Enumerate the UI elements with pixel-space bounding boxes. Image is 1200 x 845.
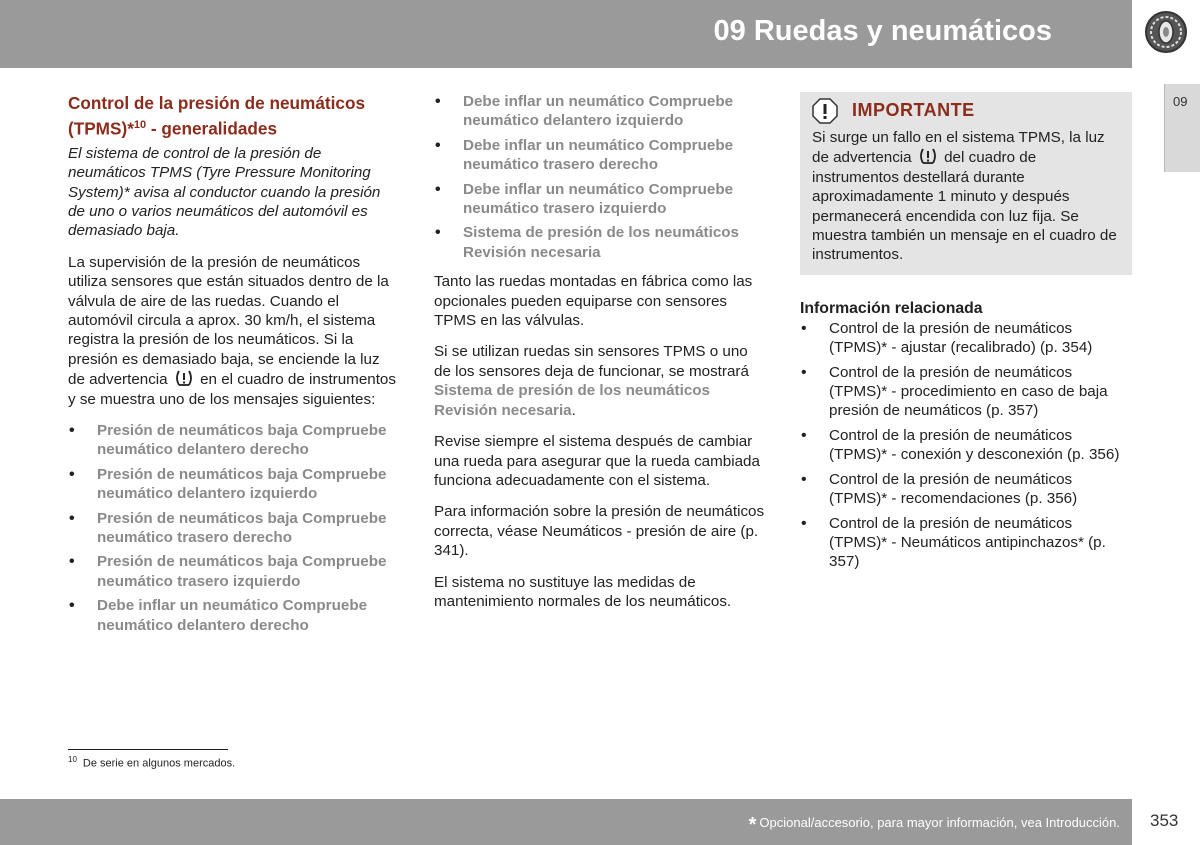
body-paragraph [434,342,768,420]
important-header [812,98,1120,124]
related-link[interactable]: • Control de la presión de neumáticos (TPMS)* - recomendaciones (p. 356) [800,470,1132,509]
tire-icon [1144,10,1188,54]
list-item: • Presión de neumáticos baja Compruebe neumático delantero izquierdo [68,465,400,504]
body-paragraph: El sistema no sustituye las medidas de mantenimiento normales de los neumáticos. [434,573,732,610]
page-number-box [1132,799,1200,845]
body-paragraph-a: Si se utilizan ruedas sin sensores TPMS o uno de los sensores deja de funcionar, se mostrará [434,343,749,380]
tpms-warning-icon [174,369,194,387]
list-item: • Debe inflar un neumático Compruebe neumático delantero izquierdo [434,92,768,131]
page-footer [0,799,1132,845]
chapter-tab-label: 09 [1173,94,1188,109]
footer-note [749,814,1120,837]
chapter-title: 09 Ruedas y neumáticos [713,15,1052,47]
related-link[interactable]: • Control de la presión de neumáticos (TPMS)* - conexión y desconexión (p. 356) [800,426,1132,465]
related-info-title: Información relacionada [800,299,983,317]
message-list [434,92,768,262]
chapter-tab [1164,84,1200,172]
body-paragraph-a: La supervisión de la presión de neumáticos utiliza sensores que están situados dentro de la válvula de aire de las ruedas. Cuando el automóvil circula a aprox. 30 km/h, el sistema registra la presión de los neumáticos. Si la presión es demasiado baja, se enciende la luz de advertencia [68,253,389,389]
important-text [812,128,1120,265]
footnote [68,755,235,770]
footer-star: * [748,814,757,836]
related-list [800,319,1132,572]
page-number: 353 [1150,811,1179,830]
intro-text: El sistema de control de la presión de neumáticos TPMS (Tyre Pressure Monitoring System)* avisa al conductor cuando la presión de uno o varios neumáticos del automóvil es demasiado baja. [68,144,381,240]
tpms-warning-icon [918,147,938,165]
section-title [68,92,400,140]
list-item: • Presión de neumáticos baja Compruebe neumático trasero derecho [68,509,400,548]
footer-text: Opcional/accesorio, para mayor información, vea Introducción. [759,815,1120,830]
footnote-number: 10 [68,755,77,764]
column-2 [434,92,768,623]
list-item: • Debe inflar un neumático Compruebe neumático trasero izquierdo [434,180,768,219]
column-3 [800,92,1132,577]
footnote-ref: 10 [133,119,147,131]
body-paragraph: Tanto las ruedas montadas en fábrica como las opcionales pueden equiparse con sensores TPMS en las válvulas. [434,273,753,330]
chapter-icon-box [1132,0,1200,68]
footnote-divider [68,749,228,750]
important-text-b: del cuadro de instrumentos destellará durante aproximadamente 1 minuto y después permanecerá encendida con luz fija. Se muestra también un mensaje en el cuadro de instrumentos. [812,149,1117,264]
body-paragraph: Para información sobre la presión de neumáticos correcta, véase Neumáticos - presión de aire (p. 341). [434,503,765,560]
list-item: • Debe inflar un neumático Compruebe neumático delantero derecho [68,596,400,635]
column-1 [68,92,400,640]
section-title-line1: Control de la presión de neumáticos [68,93,366,113]
body-paragraph: Revise siempre el sistema después de cambiar una rueda para asegurar que la rueda cambiada funciona adecuadamente con el sistema. [434,433,760,489]
important-title: IMPORTANTE [852,100,975,121]
important-box [800,92,1132,275]
list-item: • Presión de neumáticos baja Compruebe neumático trasero izquierdo [68,552,400,591]
list-item: • Debe inflar un neumático Compruebe neumático trasero derecho [434,136,768,175]
page-header [0,0,1132,68]
body-paragraph-b: en el cuadro de instrumentos y se muestra uno de los mensajes siguientes: [68,371,396,408]
system-message: Sistema de presión de los neumáticos Revisión necesaria [434,382,710,419]
section-title-line2-a: (TPMS)* [68,118,134,139]
related-link[interactable]: • Control de la presión de neumáticos (TPMS)* - ajustar (recalibrado) (p. 354) [800,319,1132,358]
list-item: • Sistema de presión de los neumáticos Revisión necesaria [434,223,768,262]
section-title-line2-b: - generalidades [146,118,278,139]
message-list [68,421,400,635]
body-paragraph [68,253,400,409]
related-link[interactable]: • Control de la presión de neumáticos (TPMS)* - Neumáticos antipinchazos* (p. 357) [800,514,1132,572]
related-link[interactable]: • Control de la presión de neumáticos (TPMS)* - procedimiento en caso de baja presión de neumáticos (p. 357) [800,363,1132,421]
body-paragraph-end: . [571,401,576,419]
exclamation-icon [812,98,838,124]
footnote-text: De serie en algunos mercados. [82,757,236,770]
important-text-a: Si surge un fallo en el sistema TPMS, la luz de advertencia [812,129,1105,167]
list-item: • Presión de neumáticos baja Compruebe neumático delantero derecho [68,421,400,460]
